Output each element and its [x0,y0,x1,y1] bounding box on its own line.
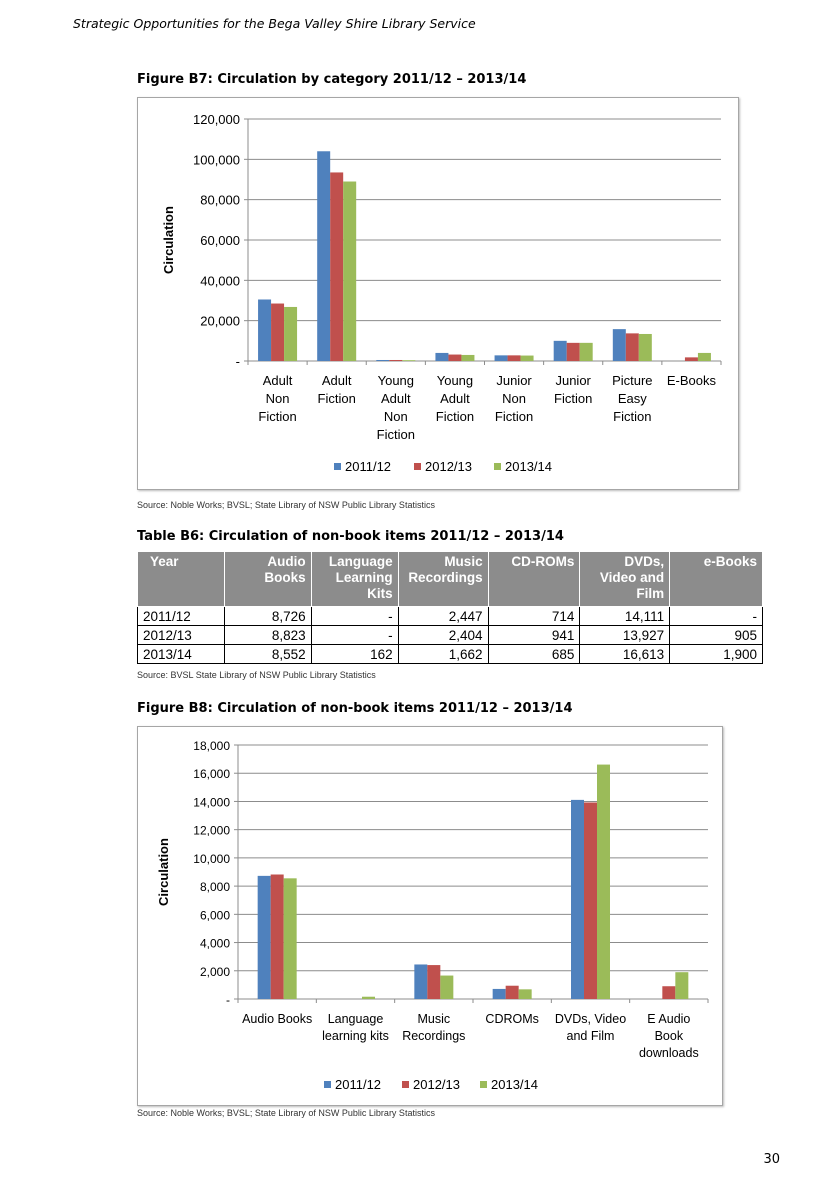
bar [685,357,698,361]
figure-b8-title: Figure B8: Circulation of non-book items 2011/12 – 2013/14 [137,701,573,716]
y-axis-title: Circulation [156,838,171,906]
table-cell: 2,404 [398,626,488,645]
table-cell: 2013/14 [138,645,225,664]
page-number: 30 [763,1152,780,1167]
bar [571,800,584,999]
header-e-books: e-Books [670,552,763,607]
table-cell: 685 [488,645,580,664]
bar [584,802,597,999]
header-year: Year [138,552,225,607]
x-category-label: Music Recordings [402,1012,466,1043]
y-tick-label: 14,000 [193,795,230,810]
x-category-label: E-Books [666,373,717,388]
bar [506,986,519,999]
table-row [138,607,763,626]
bar [580,343,593,361]
bar [554,341,567,361]
bar [493,989,506,999]
bar [402,360,415,361]
table-cell: 13,927 [580,626,670,645]
table-row [138,626,763,645]
figure-b8-chart [137,726,723,1106]
y-tick-label: 60,000 [200,233,240,248]
legend-label: 2013/14 [491,1077,538,1092]
y-tick-label: 4,000 [199,936,230,951]
bar [567,343,580,361]
bar [461,355,474,361]
table-cell: - [670,607,763,626]
y-tick-label: - [226,993,230,1007]
bar [284,878,297,999]
legend-swatch [480,1081,487,1088]
y-tick-label: 100,000 [193,152,240,168]
bar [440,976,453,999]
bar [508,355,521,361]
y-tick-label: 16,000 [193,767,230,782]
bar [389,360,402,361]
figure-b8-source: Source: Noble Works; BVSL; State Library of NSW Public Library Statistics [137,1108,435,1118]
y-tick-label: 8,000 [199,880,230,895]
y-tick-label: 20,000 [200,313,240,329]
table-row [138,645,763,664]
y-tick-label: 12,000 [193,823,230,838]
figure-b8-svg [138,727,722,1105]
x-category-label: Audio Books [242,1012,313,1026]
table-cell: 8,823 [224,626,311,645]
y-axis-title: Circulation [161,206,176,274]
table-cell: 941 [488,626,580,645]
x-category-label: Language learning kits [322,1012,389,1043]
bar [414,964,427,999]
table-cell: - [311,607,398,626]
x-category-label: Junior Fiction [554,373,593,406]
table-cell: 8,726 [224,607,311,626]
table-b6-source: Source: BVSL State Library of NSW Public Library Statistics [137,670,376,680]
bar [613,329,626,361]
bar [448,355,461,361]
bar [519,989,532,999]
table-cell: 2011/12 [138,607,225,626]
x-category-label: Young Adult Non Fiction [376,373,415,442]
table-cell: 8,552 [224,645,311,664]
legend-swatch [334,463,341,470]
y-tick-label: 80,000 [200,192,240,208]
y-tick-label: 18,000 [193,739,230,753]
table-cell: 16,613 [580,645,670,664]
bar [343,182,356,361]
bar [698,353,711,361]
table-cell: 2012/13 [138,626,225,645]
bar [597,765,610,999]
x-category-label: CDROMs [485,1012,539,1026]
bar [271,874,284,999]
bar [675,972,688,999]
y-tick-label: 10,000 [193,851,230,866]
table-cell: 905 [670,626,763,645]
bar [662,986,675,999]
y-tick-label: 120,000 [193,112,240,127]
bar [330,172,343,361]
y-tick-label: 2,000 [199,964,230,979]
legend-label: 2011/12 [345,459,392,474]
table-cell: 2,447 [398,607,488,626]
legend-label: 2011/12 [335,1077,382,1092]
x-category-label: Junior Non Fiction [494,373,534,424]
bar [258,876,271,999]
x-category-label: Picture Easy Fiction [612,373,653,424]
bar [284,307,297,361]
y-tick-label: 6,000 [199,908,230,923]
y-tick-label: 40,000 [200,273,240,289]
table-cell: 14,111 [580,607,670,626]
legend-label: 2012/13 [413,1077,460,1092]
legend-swatch [494,463,501,470]
x-category-label: DVDs, Video and Film [554,1012,627,1043]
y-tick-label: - [235,354,240,369]
bar [258,299,271,361]
bar [376,360,389,361]
figure-b7-title: Figure B7: Circulation by category 2011/12 – 2013/14 [137,72,527,87]
legend-swatch [414,463,421,470]
table-cell: 1,662 [398,645,488,664]
table-cell: 1,900 [670,645,763,664]
table-cell: 714 [488,607,580,626]
bar [362,997,375,999]
x-category-label: Adult Fiction [317,373,356,406]
x-category-label: E Audio Book downloads [638,1012,699,1060]
figure-b7-source: Source: Noble Works; BVSL; State Library of NSW Public Library Statistics [137,500,435,510]
legend-label: 2013/14 [505,459,552,474]
header-music-recordings: Music Recordings [398,552,488,607]
header-audio-books: Audio Books [224,552,311,607]
figure-b7-chart [137,97,739,490]
figure-b7-svg [138,98,738,489]
bar [317,151,330,361]
legend-swatch [324,1081,331,1088]
legend-swatch [402,1081,409,1088]
running-header: Strategic Opportunities for the Bega Valley Shire Library Service [73,16,476,31]
header-language-kits: Language Learning Kits [311,552,398,607]
bar [427,965,440,999]
table-header-row [138,552,763,607]
legend-label: 2012/13 [425,459,472,474]
table-b6-title: Table B6: Circulation of non-book items 2011/12 – 2013/14 [137,529,564,544]
bar [626,333,639,361]
x-category-label: Adult Non Fiction [258,373,297,424]
bar [495,355,508,361]
bar [271,304,284,361]
bar [435,353,448,361]
table-cell: - [311,626,398,645]
table-b6 [137,551,763,664]
x-category-label: Young Adult Fiction [435,373,475,424]
bar [521,356,534,361]
header-dvds: DVDs, Video and Film [580,552,670,607]
bar [639,334,652,361]
table-cell: 162 [311,645,398,664]
header-cd-roms: CD-ROMs [488,552,580,607]
